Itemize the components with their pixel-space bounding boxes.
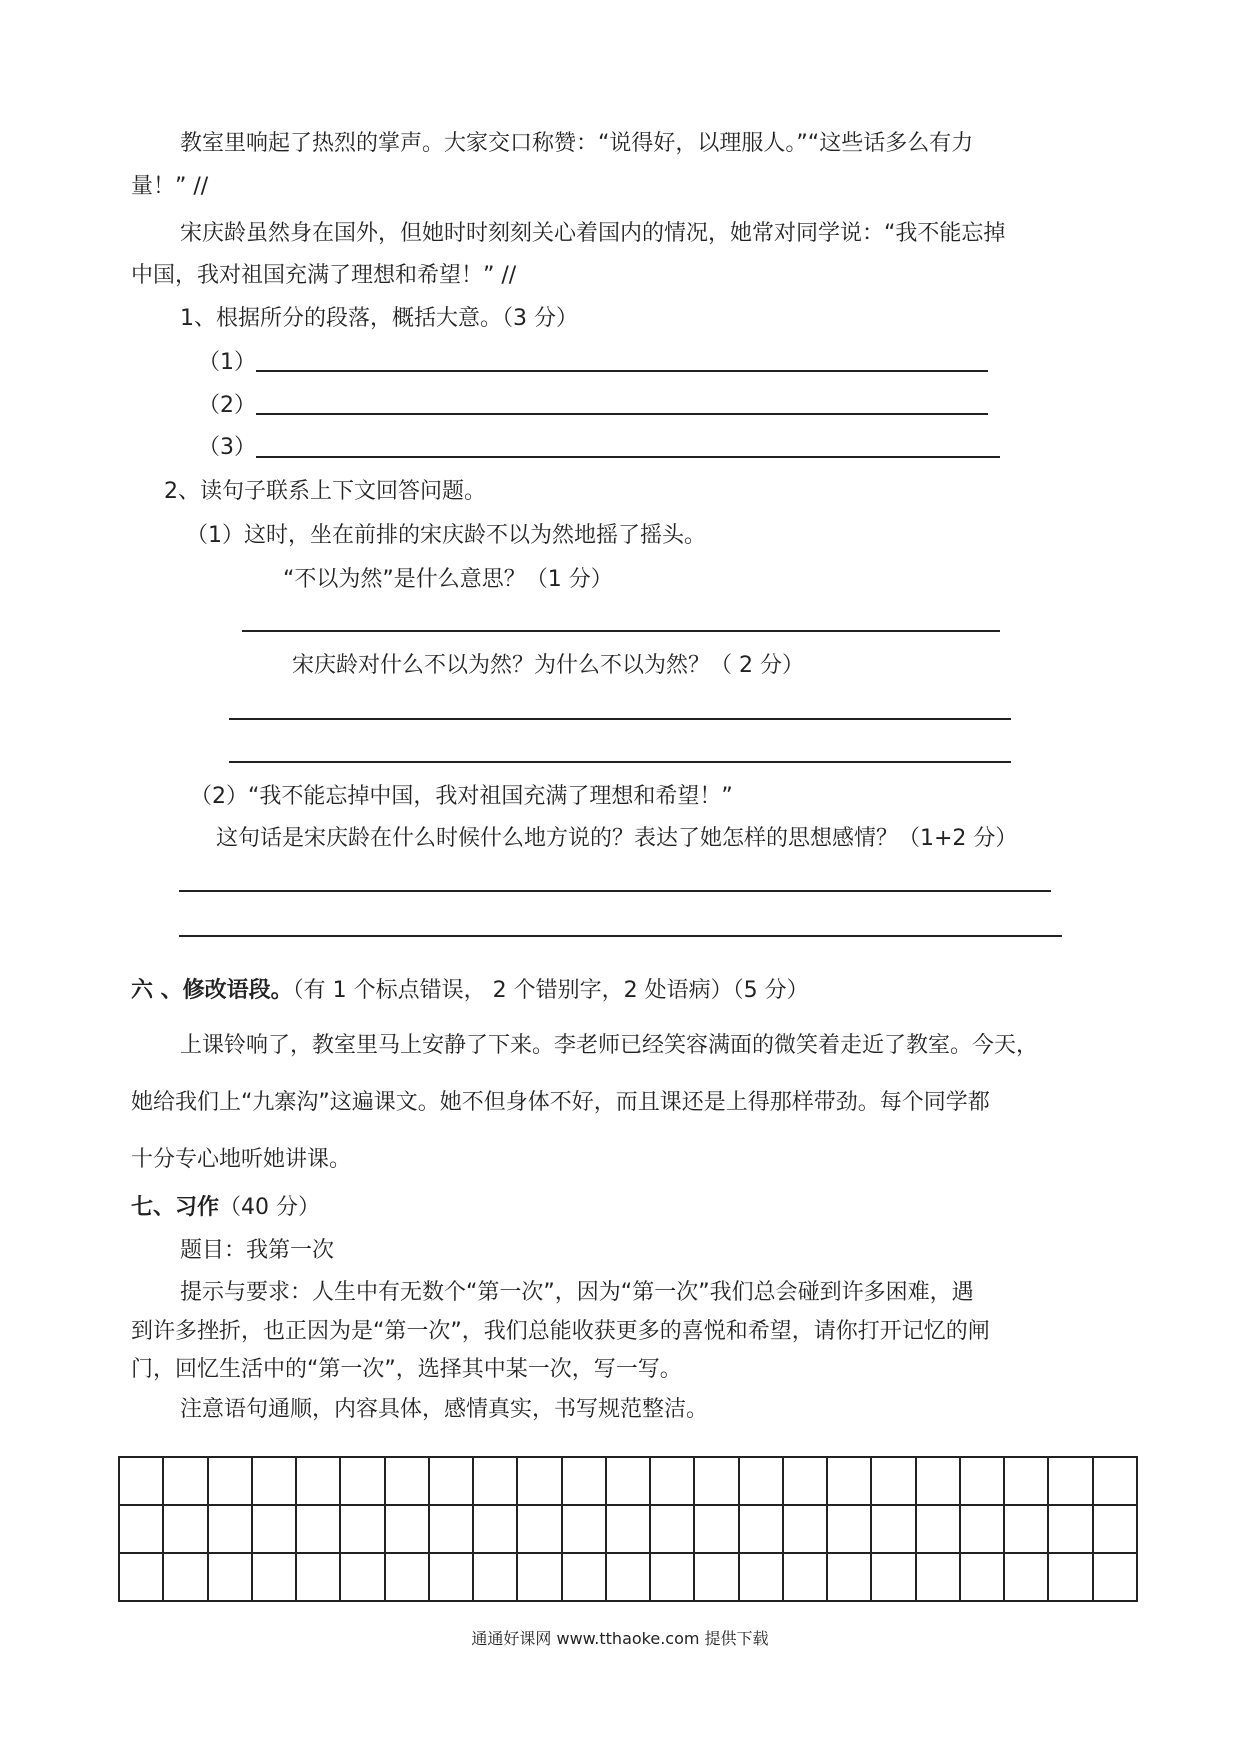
grid-cell[interactable]	[694, 1553, 738, 1601]
grid-cell[interactable]	[296, 1505, 340, 1553]
grid-cell[interactable]	[650, 1457, 694, 1505]
passage-p2-line2: 中国，我对祖国充满了理想和希望！” //	[131, 263, 517, 288]
grid-cell[interactable]	[473, 1553, 517, 1601]
grid-row	[119, 1505, 1137, 1553]
grid-cell[interactable]	[517, 1457, 561, 1505]
grid-cell[interactable]	[1048, 1457, 1092, 1505]
section-6-header	[131, 980, 809, 1002]
section-7-note: 注意语句通顺，内容具体，感情真实，书写规范整洁。	[180, 1397, 709, 1422]
q2-sub2-question: 这句话是宋庆龄在什么时候什么地方说的？表达了她怎样的思想感情？（1+2 分）	[216, 826, 1018, 851]
writing-grid	[118, 1456, 1138, 1602]
grid-cell[interactable]	[296, 1457, 340, 1505]
grid-row	[119, 1457, 1137, 1505]
grid-cell[interactable]	[1093, 1457, 1138, 1505]
q2-sub1-answer-line-a[interactable]	[242, 630, 1000, 632]
grid-cell[interactable]	[517, 1553, 561, 1601]
section-7-requirement-line-1: 提示与要求：人生中有无数个“第一次”，因为“第一次”我们总会碰到许多困难，遇	[180, 1280, 974, 1305]
q2-sub1-sentence: （1）这时，坐在前排的宋庆龄不以为然地摇了摇头。	[186, 523, 706, 548]
grid-cell[interactable]	[1048, 1553, 1092, 1601]
section-6-note: （有 1 个标点错误， 2 个错别字，2 处语病）（5 分）	[292, 978, 809, 1003]
grid-cell[interactable]	[1093, 1505, 1138, 1553]
grid-cell[interactable]	[871, 1457, 915, 1505]
section-7-requirement-line-3: 门，回忆生活中的“第一次”，选择其中某一次，写一写。	[131, 1357, 682, 1382]
grid-cell[interactable]	[340, 1457, 384, 1505]
grid-cell[interactable]	[827, 1505, 871, 1553]
grid-cell[interactable]	[827, 1457, 871, 1505]
q2-sub2-answer-line-1[interactable]	[179, 890, 1051, 892]
grid-cell[interactable]	[1004, 1553, 1048, 1601]
grid-cell[interactable]	[163, 1505, 207, 1553]
passage-p1-line2: 量！” //	[131, 174, 209, 199]
q2-sub1-answer-line-b2[interactable]	[229, 761, 1011, 763]
grid-cell[interactable]	[871, 1553, 915, 1601]
grid-cell[interactable]	[562, 1553, 606, 1601]
grid-cell[interactable]	[252, 1553, 296, 1601]
grid-cell[interactable]	[473, 1505, 517, 1553]
section-6-heading: 六 、修改语段。	[131, 978, 293, 1003]
grid-cell[interactable]	[739, 1505, 783, 1553]
q1-answer-line-3[interactable]	[256, 456, 1000, 458]
section-6-line-1: 上课铃响了，教室里马上安静了下来。李老师已经笑容满面的微笑着走近了教室。今天，	[180, 1033, 1039, 1058]
grid-cell[interactable]	[562, 1457, 606, 1505]
grid-cell[interactable]	[606, 1457, 650, 1505]
q1-item-2-label: （2）	[198, 393, 256, 418]
grid-cell[interactable]	[208, 1553, 252, 1601]
grid-cell[interactable]	[606, 1553, 650, 1601]
grid-cell[interactable]	[960, 1505, 1004, 1553]
grid-cell[interactable]	[650, 1505, 694, 1553]
grid-cell[interactable]	[916, 1505, 960, 1553]
grid-cell[interactable]	[296, 1553, 340, 1601]
q2-sub1-question-a: “不以为然”是什么意思？（1 分）	[283, 567, 613, 592]
grid-cell[interactable]	[871, 1505, 915, 1553]
grid-cell[interactable]	[960, 1457, 1004, 1505]
grid-cell[interactable]	[340, 1505, 384, 1553]
passage-p2-line1: 宋庆龄虽然身在国外，但她时时刻刻关心着国内的情况，她常对同学说：“我不能忘掉	[180, 221, 1006, 246]
section-7-header	[131, 1197, 320, 1219]
question-2: 2、读句子联系上下文回答问题。	[164, 479, 486, 504]
section-7-points: （40 分）	[219, 1195, 321, 1220]
grid-cell[interactable]	[694, 1457, 738, 1505]
q1-item-1-label: （1）	[198, 350, 256, 375]
grid-cell[interactable]	[739, 1457, 783, 1505]
grid-cell[interactable]	[252, 1505, 296, 1553]
grid-cell[interactable]	[163, 1457, 207, 1505]
grid-cell[interactable]	[783, 1505, 827, 1553]
passage-p1-line1: 教室里响起了热烈的掌声。大家交口称赞：“说得好，以理服人。”“这些话多么有力	[180, 131, 974, 156]
grid-cell[interactable]	[429, 1457, 473, 1505]
grid-cell[interactable]	[916, 1553, 960, 1601]
grid-cell[interactable]	[694, 1505, 738, 1553]
grid-cell[interactable]	[739, 1553, 783, 1601]
grid-cell[interactable]	[783, 1553, 827, 1601]
grid-cell[interactable]	[1004, 1457, 1048, 1505]
q1-answer-line-1[interactable]	[256, 370, 988, 372]
section-6-line-3: 十分专心地听她讲课。	[131, 1147, 352, 1172]
grid-cell[interactable]	[119, 1505, 163, 1553]
q1-item-3-label: （3）	[198, 435, 256, 460]
grid-cell[interactable]	[119, 1553, 163, 1601]
grid-cell[interactable]	[252, 1457, 296, 1505]
grid-cell[interactable]	[783, 1457, 827, 1505]
grid-cell[interactable]	[385, 1553, 429, 1601]
grid-cell[interactable]	[473, 1457, 517, 1505]
q1-answer-line-2[interactable]	[256, 413, 988, 415]
grid-cell[interactable]	[606, 1505, 650, 1553]
q2-sub2-sentence: （2）“我不能忘掉中国，我对祖国充满了理想和希望！”	[190, 784, 733, 809]
q2-sub1-answer-line-b1[interactable]	[229, 718, 1011, 720]
grid-cell[interactable]	[1093, 1553, 1138, 1601]
grid-cell[interactable]	[916, 1457, 960, 1505]
section-7-requirement-line-2: 到许多挫折，也正因为是“第一次”，我们总能收获更多的喜悦和希望，请你打开记忆的闸	[131, 1319, 990, 1344]
q2-sub1-question-b: 宋庆龄对什么不以为然？为什么不以为然？（ 2 分）	[292, 653, 804, 678]
section-7-heading: 七、习作	[131, 1195, 220, 1220]
grid-cell[interactable]	[119, 1457, 163, 1505]
grid-cell[interactable]	[163, 1553, 207, 1601]
grid-cell[interactable]	[208, 1505, 252, 1553]
grid-cell[interactable]	[429, 1553, 473, 1601]
section-6-line-2: 她给我们上“九寨沟”这遍课文。她不但身体不好，而且课还是上得那样带劲。每个同学都	[131, 1090, 990, 1115]
grid-cell[interactable]	[960, 1553, 1004, 1601]
grid-cell[interactable]	[517, 1505, 561, 1553]
grid-cell[interactable]	[385, 1457, 429, 1505]
grid-cell[interactable]	[562, 1505, 606, 1553]
grid-row	[119, 1553, 1137, 1601]
q2-sub2-answer-line-2[interactable]	[179, 935, 1062, 937]
footer: 通通好课网 www.tthaoke.com 提供下载	[471, 1629, 769, 1648]
grid-cell[interactable]	[208, 1457, 252, 1505]
grid-cell[interactable]	[1004, 1505, 1048, 1553]
grid-cell[interactable]	[429, 1505, 473, 1553]
grid-cell[interactable]	[650, 1553, 694, 1601]
grid-cell[interactable]	[827, 1553, 871, 1601]
grid-cell[interactable]	[340, 1553, 384, 1601]
grid-cell[interactable]	[385, 1505, 429, 1553]
question-1: 1、根据所分的段落，概括大意。（3 分）	[180, 306, 578, 331]
section-7-title: 题目：我第一次	[180, 1238, 335, 1263]
grid-cell[interactable]	[1048, 1505, 1092, 1553]
